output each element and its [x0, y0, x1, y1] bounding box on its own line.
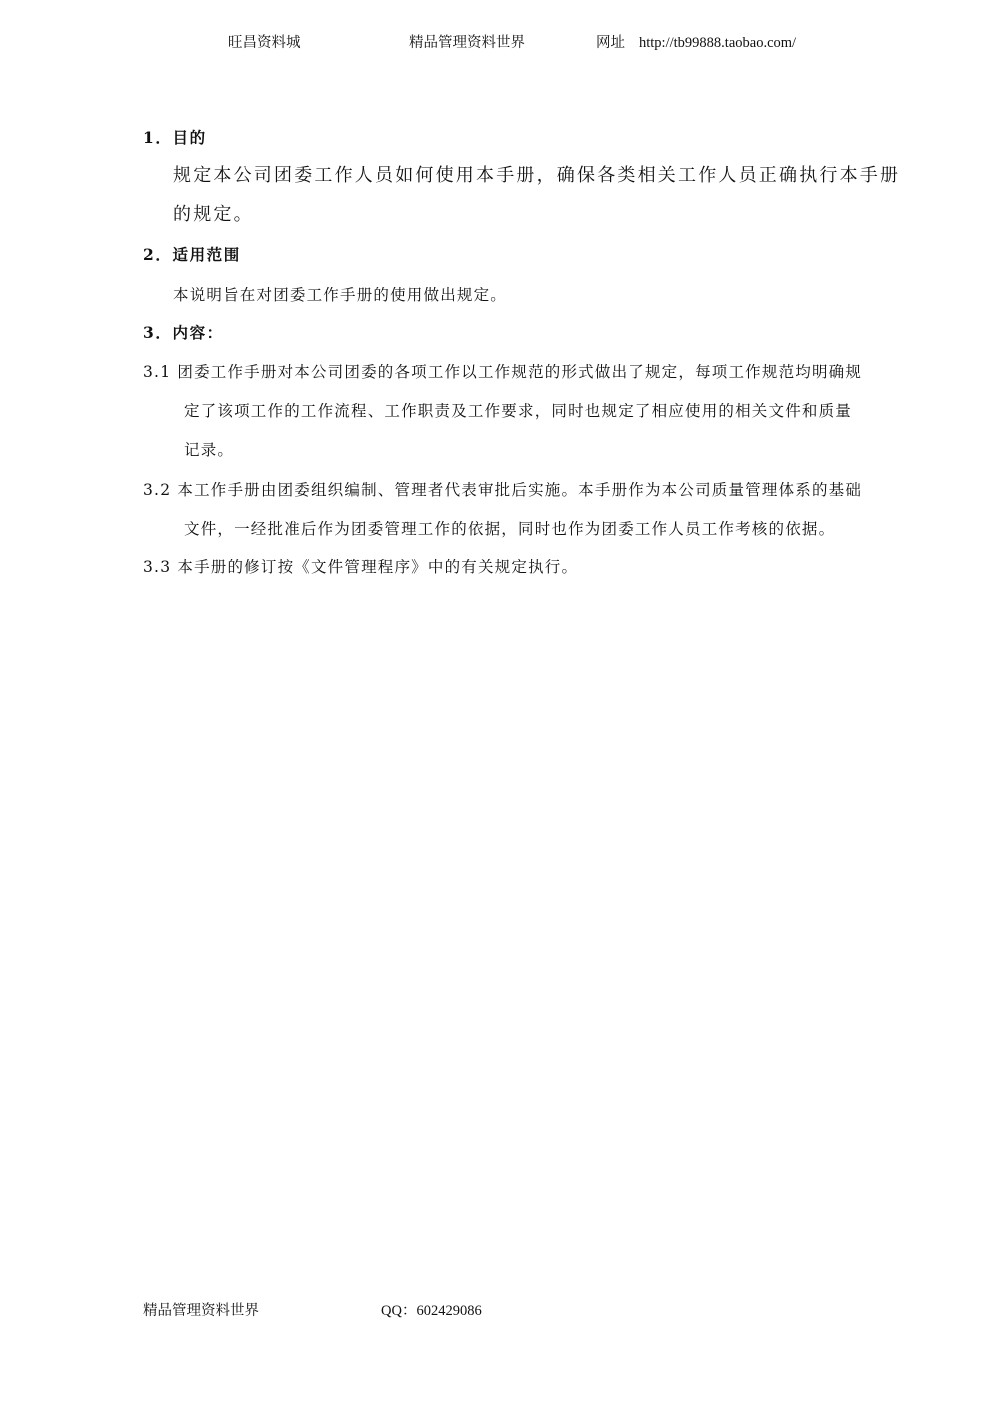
- clause-3-1-line-1: 3.1 团委工作手册对本公司团委的各项工作以工作规范的形式做出了规定，每项工作规范均明确规: [143, 363, 863, 381]
- header-url-label: 网址: [596, 35, 625, 51]
- footer-brand: 精品管理资料世界: [143, 1303, 259, 1319]
- clause-3-3-line-1: 3.3 本手册的修订按《文件管理程序》中的有关规定执行。: [143, 558, 579, 576]
- footer-qq: QQ：602429086: [381, 1303, 482, 1319]
- section-3-heading: 3．内容：: [143, 323, 224, 342]
- header-brand: 旺昌资料城: [228, 35, 301, 51]
- clause-3-1-line-3: 记录。: [184, 441, 235, 459]
- section-2-heading: 2．适用范围: [143, 245, 241, 264]
- section-1-text-line-2: 的规定。: [173, 204, 254, 225]
- header-url[interactable]: http://tb99888.taobao.com/: [639, 35, 797, 51]
- clause-3-2-line-2: 文件，一经批准后作为团委管理工作的依据，同时也作为团委工作人员工作考核的依据。: [184, 520, 836, 538]
- clause-3-2-line-1: 3.2 本工作手册由团委组织编制、管理者代表审批后实施。本手册作为本公司质量管理体系的基础: [143, 481, 863, 499]
- section-1-heading: 1．目的: [143, 128, 207, 147]
- section-2-text-line-1: 本说明旨在对团委工作手册的使用做出规定。: [173, 286, 508, 304]
- header-title: 精品管理资料世界: [409, 35, 525, 51]
- clause-3-1-line-2: 定了该项工作的工作流程、工作职责及工作要求，同时也规定了相应使用的相关文件和质量: [184, 402, 853, 420]
- section-1-text-line-1: 规定本公司团委工作人员如何使用本手册，确保各类相关工作人员正确执行本手册: [173, 165, 901, 186]
